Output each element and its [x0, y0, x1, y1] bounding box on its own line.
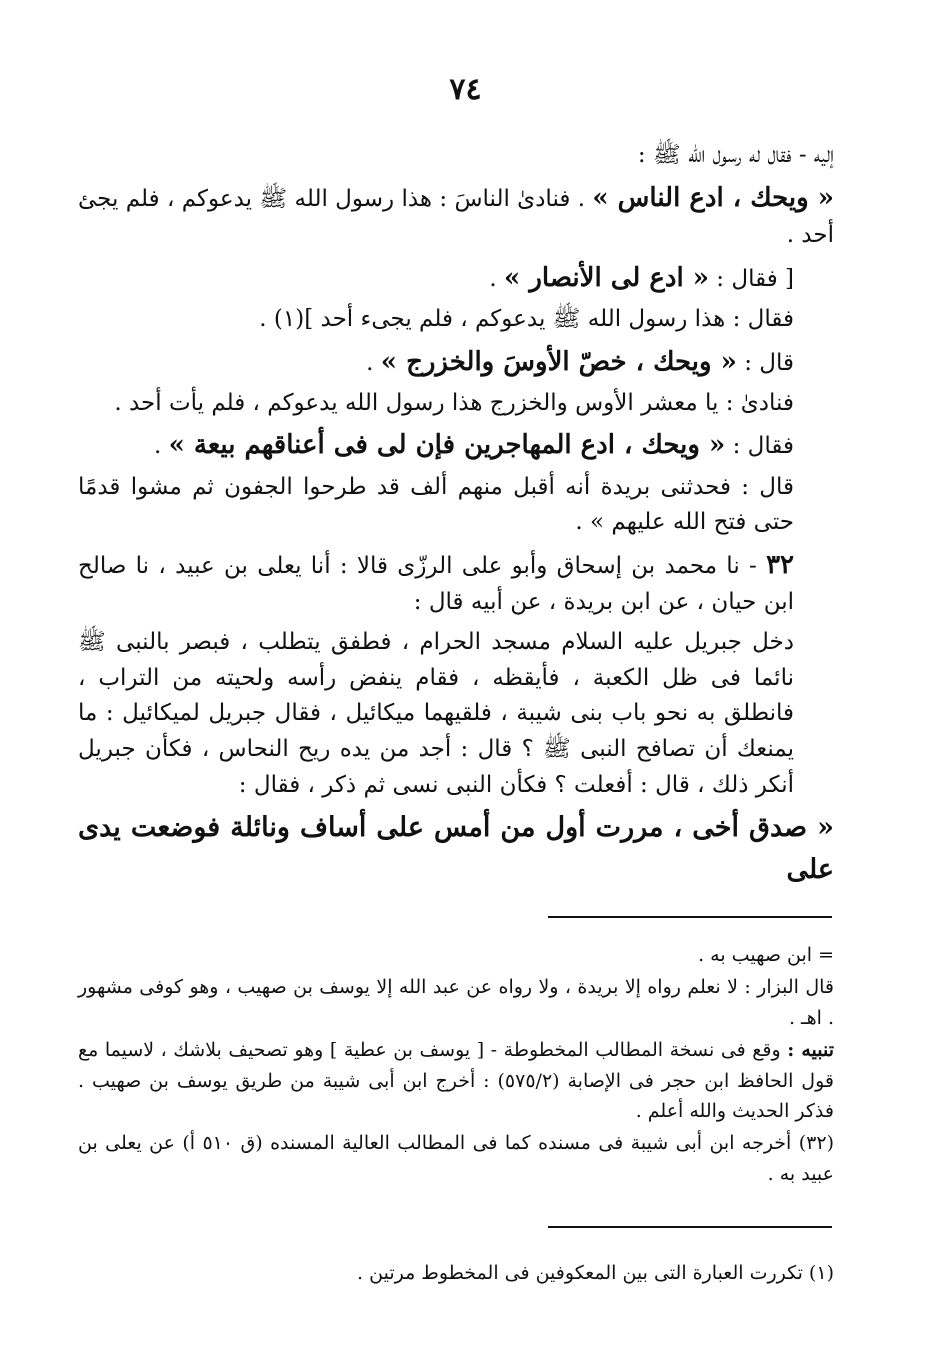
page-number: ٧٤ [449, 72, 482, 107]
notes-divider [548, 916, 832, 918]
text-span: . [153, 433, 169, 460]
hadith-number: ٣٢ [766, 550, 794, 581]
text-span: . [366, 349, 381, 376]
text-span: [ فقال : [708, 265, 794, 292]
text-line: دخل جبريل عليه السلام مسجد الحرام ، فطفق يتطلب ، فبصر بالنبى ﷺ نائما فى ظل الكعبة ، فأيقظه ، فقام ينفض رأسه ولحيته من التراب ، فانطلق به نحو باب بنى شيبة ، فلقيهما ميكائيل ، فقال جبريل لميكائيل : ما يمنعك أن تصافح النبى ﷺ ؟ قال : أجد من يده ريح النحاس ، فكأن جبريل أنكر ذلك ، قال : أفعلت ؟ فكأن النبى نسى ثم ذكر ، فقال : [78, 628, 794, 798]
editor-notes [78, 940, 834, 1191]
text-span: قال : [736, 349, 794, 376]
footnote-divider [548, 1226, 832, 1228]
text-span: . [489, 265, 505, 292]
text-line: قال : فحدثنى بريدة أنه أقبل منهم ألف قد طرحوا الجفون ثم مشوا قدمًا حتى فتح الله عليهم » . [78, 473, 794, 536]
text-line: فقال : هذا رسول الله ﷺ يدعوكم ، فلم يجىء أحد ](١) . [259, 305, 794, 332]
text-line [78, 258, 834, 298]
main-text [78, 138, 834, 895]
note-line [78, 1035, 834, 1126]
note-line: (٣٢) أخرجه ابن أبى شيبة فى مسنده كما فى المطالب العالية المسنده (ق ٥١٠ أ) عن يعلى بن عبيد به . [78, 1132, 834, 1185]
text-span: . فنادىٰ الناسَ : هذا رسول الله ﷺ يدعوكم ، فلم يجئ أحد . [78, 185, 834, 248]
note-line: قال البزار : لا نعلم رواه إلا بريدة ، ولا رواه عن عبد الله إلا يوسف بن صهيب ، وهو كوفى مشهور . اهـ . [78, 976, 834, 1029]
text-line [78, 342, 834, 382]
note-label: تنبيه : [787, 1039, 835, 1062]
text-line: فنادىٰ : يا معشر الأوس والخزرج هذا رسول الله يدعوكم ، فلم يأت أحد . [114, 389, 794, 416]
footnote: (١) تكررت العبارة التى بين المعكوفين فى المخطوط مرتين . [357, 1262, 834, 1284]
quote-bold: « ادع لى الأنصار » [504, 262, 709, 293]
quote-line: « صدق أخى ، مررت أول من أمس على أساف ونائلة فوضعت يدى على [78, 812, 834, 886]
text-line: إليه - فقال له رسول الله ﷺ : [637, 142, 834, 168]
text-line [78, 425, 834, 465]
quote-bold: « ويحك ، ادع المهاجرين فإن لى فى أعناقهم بيعة » [168, 430, 726, 461]
text-span: - نا محمد بن إسحاق وأبو على الرزّى قالا : أنا يعلى بن عبيد ، نا صالح ابن حيان ، عن ابن بريدة ، عن أبيه قال : [78, 553, 794, 616]
text-line [78, 178, 834, 254]
quote-bold: « ويحك ، خصّ الأوسَ والخزرج » [380, 346, 737, 377]
quote-bold: « ويحك ، ادع الناس » [592, 182, 835, 213]
text-span: فقال : [725, 433, 794, 460]
note-span: وقع فى نسخة المطالب المخطوطة - [ يوسف بن عطية ] وهو تصحيف بلاشك ، لاسيما مع قول الحافظ ابن حجر فى الإصابة (٥٧٥/٢) : أخرج ابن أبى شيبة من طريق يوسف بن صهيب . فذكر الحديث والله أعلم . [78, 1039, 835, 1122]
note-line: = ابن صهيب به . [698, 944, 834, 966]
hadith-header [78, 545, 834, 621]
